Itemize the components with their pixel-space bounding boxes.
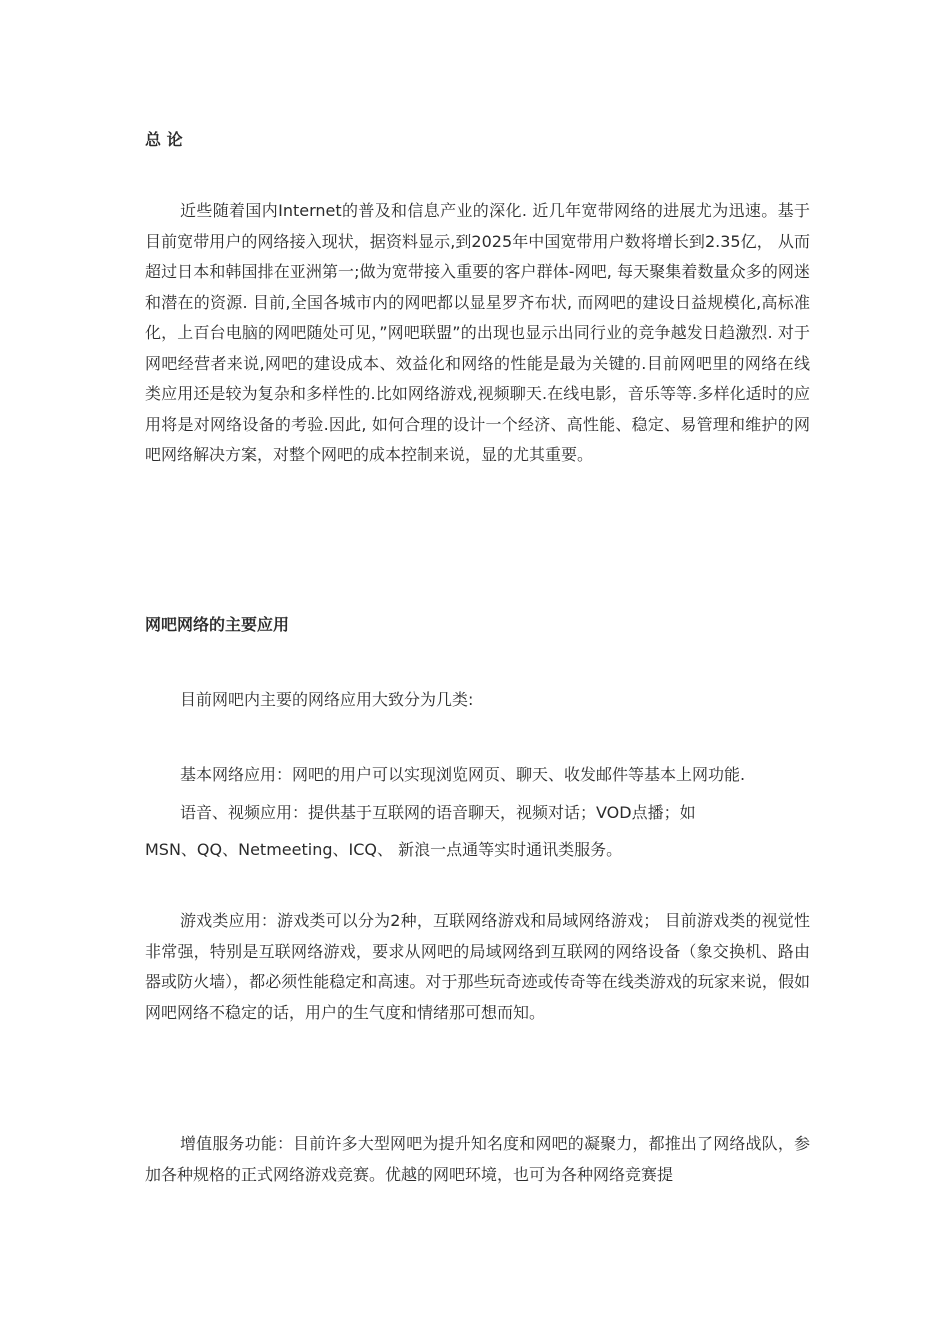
value-added-paragraph: 增值服务功能：目前许多大型网吧为提升知名度和网吧的凝聚力，都推出了网络战队，参加各种规格的正式网络游戏竞赛。优越的网吧环境，也可为各种网络竞赛提 bbox=[145, 1134, 810, 1184]
games-paragraph: 游戏类应用：游戏类可以分为2种，互联网络游戏和局域网络游戏； 目前游戏类的视觉性非常强，特别是互联网络游戏，要求从网吧的局域网络到互联网的网络设备（象交换机、路由器或防火墙），都必须性能稳定和高速。对于那些玩奇迹或传奇等在线类游戏的玩家来说，假如网吧网络不稳定的话，用户的生气度和情绪那可想而知。 bbox=[145, 911, 810, 1022]
voice-video-applications-line1: 语音、视频应用：提供基于互联网的语音聊天，视频对话；VOD点播；如 bbox=[180, 803, 696, 822]
overview-paragraph: 近些随着国内Internet的普及和信息产业的深化. 近几年宽带网络的进展尤为迅速。基于目前宽带用户的网络接入现状，据资料显示,到2025年中国宽带用户数将增长到2.35亿， 从而超过日本和韩国排在亚洲第一;做为宽带接入重要的客户群体-网吧, 每天聚集着数量众多的网迷和潜在的资源. 目前,全国各城市内的网吧都以显星罗齐布状, 而网吧的建设日益规模化,高标准化，上百台电脑的网吧随处可见，”网吧联盟”的出现也显示出同行业的竞争越发日趋激烈. 对于网吧经营者来说,网吧的建设成本、效益化和网络的性能是最为关键的.目前网吧里的网络在线类应用还是较为复杂和多样性的.比如网络游戏,视频聊天.在线电影，音乐等等.多样化适时的应用将是对网络设备的考验.因此, 如何合理的设计一个经济、高性能、稳定、易管理和维护的网吧网络解决方案，对整个网吧的成本控制来说，显的尤其重要。 bbox=[145, 201, 810, 464]
basic-applications: 基本网络应用：网吧的用户可以实现浏览网页、聊天、收发邮件等基本上网功能. bbox=[180, 765, 746, 784]
voice-video-applications-line2: MSN、QQ、Netmeeting、ICQ、 新浪一点通等实时通讯类服务。 bbox=[145, 840, 623, 859]
applications-intro: 目前网吧内主要的网络应用大致分为几类: bbox=[180, 690, 474, 709]
applications-heading: 网吧网络的主要应用 bbox=[145, 615, 290, 634]
overview-heading: 总 论 bbox=[145, 130, 183, 149]
